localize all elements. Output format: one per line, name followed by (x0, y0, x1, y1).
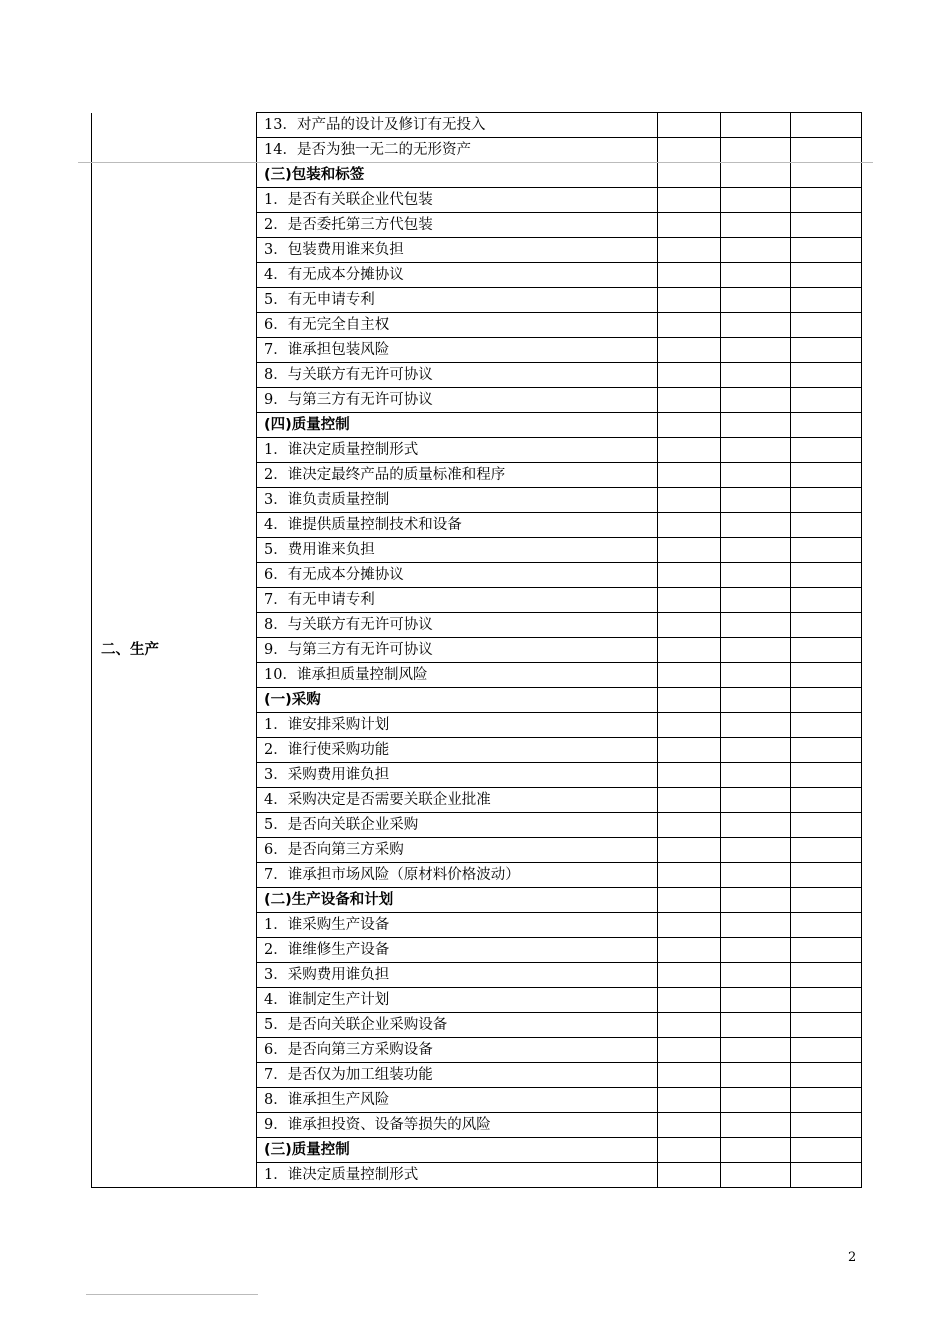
question-item: 6．有无完全自主权 (257, 313, 658, 338)
question-item: 9．谁承担投资、设备等损失的风险 (257, 1113, 658, 1138)
answer-cell[interactable] (658, 1138, 721, 1163)
answer-cell[interactable] (658, 638, 721, 663)
answer-cell[interactable] (791, 463, 862, 488)
answer-cell[interactable] (721, 463, 791, 488)
answer-cell[interactable] (721, 438, 791, 463)
answer-cell[interactable] (791, 113, 862, 138)
answer-cell[interactable] (791, 638, 862, 663)
answer-cell[interactable] (658, 488, 721, 513)
answer-cell[interactable] (658, 438, 721, 463)
answer-cell[interactable] (658, 138, 721, 163)
answer-cell[interactable] (658, 913, 721, 938)
answer-cell[interactable] (721, 113, 791, 138)
answer-cell[interactable] (721, 1113, 791, 1138)
answer-cell[interactable] (721, 613, 791, 638)
answer-cell[interactable] (658, 1088, 721, 1113)
answer-cell[interactable] (721, 988, 791, 1013)
question-item: 13．对产品的设计及修订有无投入 (257, 113, 658, 138)
question-item: 2．谁决定最终产品的质量标准和程序 (257, 463, 658, 488)
answer-cell[interactable] (658, 863, 721, 888)
answer-cell[interactable] (721, 488, 791, 513)
answer-cell[interactable] (658, 363, 721, 388)
answer-cell[interactable] (791, 1063, 862, 1088)
answer-cell[interactable] (791, 1163, 862, 1188)
answer-cell[interactable] (658, 938, 721, 963)
separator-line (78, 162, 873, 163)
checklist-table (91, 112, 862, 1188)
answer-cell[interactable] (791, 563, 862, 588)
question-item: 6．有无成本分摊协议 (257, 563, 658, 588)
section-label-cell: 二、生产 (92, 113, 257, 1188)
answer-cell[interactable] (791, 688, 862, 713)
question-item: 7．谁承担包装风险 (257, 338, 658, 363)
answer-cell[interactable] (658, 388, 721, 413)
checklist-table-container (91, 112, 861, 1188)
answer-cell[interactable] (791, 763, 862, 788)
answer-cell[interactable] (791, 538, 862, 563)
answer-cell[interactable] (721, 588, 791, 613)
answer-cell[interactable] (721, 963, 791, 988)
answer-cell[interactable] (791, 238, 862, 263)
answer-cell[interactable] (791, 713, 862, 738)
answer-cell[interactable] (658, 763, 721, 788)
answer-cell[interactable] (721, 713, 791, 738)
answer-cell[interactable] (658, 1063, 721, 1088)
answer-cell[interactable] (791, 1038, 862, 1063)
answer-cell[interactable] (791, 813, 862, 838)
answer-cell[interactable] (721, 338, 791, 363)
answer-cell[interactable] (791, 588, 862, 613)
answer-cell[interactable] (658, 813, 721, 838)
answer-cell[interactable] (721, 388, 791, 413)
answer-cell[interactable] (791, 488, 862, 513)
question-item: 9．与第三方有无许可协议 (257, 388, 658, 413)
answer-cell[interactable] (658, 313, 721, 338)
answer-cell[interactable] (791, 313, 862, 338)
question-item: 3．谁负责质量控制 (257, 488, 658, 513)
answer-cell[interactable] (791, 1088, 862, 1113)
answer-cell[interactable] (658, 788, 721, 813)
answer-cell[interactable] (721, 238, 791, 263)
question-item: 4．谁制定生产计划 (257, 988, 658, 1013)
answer-cell[interactable] (721, 413, 791, 438)
answer-cell[interactable] (658, 588, 721, 613)
answer-cell[interactable] (791, 363, 862, 388)
subsection-heading: (二)生产设备和计划 (257, 888, 658, 913)
answer-cell[interactable] (721, 1088, 791, 1113)
question-item: 14．是否为独一无二的无形资产 (257, 138, 658, 163)
answer-cell[interactable] (791, 213, 862, 238)
answer-cell[interactable] (791, 338, 862, 363)
answer-cell[interactable] (721, 513, 791, 538)
answer-cell[interactable] (658, 988, 721, 1013)
answer-cell[interactable] (791, 163, 862, 188)
answer-cell[interactable] (721, 263, 791, 288)
answer-cell[interactable] (658, 213, 721, 238)
answer-cell[interactable] (791, 963, 862, 988)
subsection-heading: (一)采购 (257, 688, 658, 713)
question-item: 3．采购费用谁负担 (257, 963, 658, 988)
answer-cell[interactable] (658, 238, 721, 263)
subsection-heading: (三)包装和标签 (257, 163, 658, 188)
answer-cell[interactable] (721, 188, 791, 213)
answer-cell[interactable] (658, 538, 721, 563)
answer-cell[interactable] (658, 888, 721, 913)
footnote-line (86, 1294, 258, 1295)
question-item: 5．费用谁来负担 (257, 538, 658, 563)
answer-cell[interactable] (791, 138, 862, 163)
question-item: 7．有无申请专利 (257, 588, 658, 613)
question-item: 7．是否仅为加工组装功能 (257, 1063, 658, 1088)
question-item: 6．是否向第三方采购 (257, 838, 658, 863)
question-item: 1．谁决定质量控制形式 (257, 438, 658, 463)
question-item: 8．与关联方有无许可协议 (257, 363, 658, 388)
answer-cell[interactable] (721, 563, 791, 588)
answer-cell[interactable] (721, 938, 791, 963)
question-item: 3．包装费用谁来负担 (257, 238, 658, 263)
answer-cell[interactable] (721, 1063, 791, 1088)
answer-cell[interactable] (721, 788, 791, 813)
answer-cell[interactable] (791, 388, 862, 413)
answer-cell[interactable] (791, 188, 862, 213)
answer-cell[interactable] (721, 638, 791, 663)
question-item: 5．是否向关联企业采购 (257, 813, 658, 838)
question-item: 7．谁承担市场风险（原材料价格波动） (257, 863, 658, 888)
answer-cell[interactable] (791, 1013, 862, 1038)
answer-cell[interactable] (721, 1038, 791, 1063)
answer-cell[interactable] (721, 1163, 791, 1188)
answer-cell[interactable] (791, 613, 862, 638)
answer-cell[interactable] (658, 513, 721, 538)
answer-cell[interactable] (791, 888, 862, 913)
question-item: 2．是否委托第三方代包装 (257, 213, 658, 238)
question-item: 5．是否向关联企业采购设备 (257, 1013, 658, 1038)
question-item: 1．谁决定质量控制形式 (257, 1163, 658, 1188)
answer-cell[interactable] (721, 138, 791, 163)
answer-cell[interactable] (658, 188, 721, 213)
question-item: 4．谁提供质量控制技术和设备 (257, 513, 658, 538)
question-item: 1．谁安排采购计划 (257, 713, 658, 738)
answer-cell[interactable] (658, 413, 721, 438)
question-item: 3．采购费用谁负担 (257, 763, 658, 788)
question-item: 2．谁行使采购功能 (257, 738, 658, 763)
answer-cell[interactable] (658, 838, 721, 863)
answer-cell[interactable] (721, 688, 791, 713)
answer-cell[interactable] (721, 738, 791, 763)
answer-cell[interactable] (721, 363, 791, 388)
question-item: 10．谁承担质量控制风险 (257, 663, 658, 688)
answer-cell[interactable] (721, 663, 791, 688)
answer-cell[interactable] (791, 938, 862, 963)
answer-cell[interactable] (721, 1138, 791, 1163)
answer-cell[interactable] (658, 613, 721, 638)
page-number: 2 (848, 1250, 857, 1265)
answer-cell[interactable] (791, 788, 862, 813)
answer-cell[interactable] (658, 113, 721, 138)
answer-cell[interactable] (721, 313, 791, 338)
answer-cell[interactable] (658, 163, 721, 188)
answer-cell[interactable] (721, 1013, 791, 1038)
question-item: 4．有无成本分摊协议 (257, 263, 658, 288)
answer-cell[interactable] (658, 288, 721, 313)
answer-cell[interactable] (658, 738, 721, 763)
answer-cell[interactable] (791, 288, 862, 313)
answer-cell[interactable] (721, 538, 791, 563)
answer-cell[interactable] (658, 963, 721, 988)
answer-cell[interactable] (721, 288, 791, 313)
answer-cell[interactable] (658, 263, 721, 288)
answer-cell[interactable] (721, 863, 791, 888)
answer-cell[interactable] (791, 863, 862, 888)
answer-cell[interactable] (658, 688, 721, 713)
answer-cell[interactable] (658, 1038, 721, 1063)
checklist-table-body (92, 113, 862, 1188)
answer-cell[interactable] (791, 513, 862, 538)
answer-cell[interactable] (721, 213, 791, 238)
table-row (92, 113, 862, 138)
answer-cell[interactable] (791, 1113, 862, 1138)
answer-cell[interactable] (791, 988, 862, 1013)
answer-cell[interactable] (791, 838, 862, 863)
question-item: 6．是否向第三方采购设备 (257, 1038, 658, 1063)
answer-cell[interactable] (658, 663, 721, 688)
answer-cell[interactable] (791, 913, 862, 938)
answer-cell[interactable] (721, 888, 791, 913)
question-item: 4．采购决定是否需要关联企业批准 (257, 788, 658, 813)
answer-cell[interactable] (721, 163, 791, 188)
question-item: 2．谁维修生产设备 (257, 938, 658, 963)
question-item: 8．谁承担生产风险 (257, 1088, 658, 1113)
answer-cell[interactable] (791, 438, 862, 463)
answer-cell[interactable] (721, 813, 791, 838)
answer-cell[interactable] (658, 713, 721, 738)
answer-cell[interactable] (658, 338, 721, 363)
question-item: 1．是否有关联企业代包装 (257, 188, 658, 213)
question-item: 1．谁采购生产设备 (257, 913, 658, 938)
subsection-heading: (三)质量控制 (257, 1138, 658, 1163)
answer-cell[interactable] (658, 1113, 721, 1138)
subsection-heading: (四)质量控制 (257, 413, 658, 438)
answer-cell[interactable] (791, 663, 862, 688)
answer-cell[interactable] (658, 1013, 721, 1038)
question-item: 9．与第三方有无许可协议 (257, 638, 658, 663)
answer-cell[interactable] (721, 913, 791, 938)
answer-cell[interactable] (658, 1163, 721, 1188)
question-item: 5．有无申请专利 (257, 288, 658, 313)
answer-cell[interactable] (658, 563, 721, 588)
answer-cell[interactable] (721, 763, 791, 788)
answer-cell[interactable] (791, 413, 862, 438)
answer-cell[interactable] (658, 463, 721, 488)
answer-cell[interactable] (721, 838, 791, 863)
answer-cell[interactable] (791, 1138, 862, 1163)
answer-cell[interactable] (791, 263, 862, 288)
question-item: 8．与关联方有无许可协议 (257, 613, 658, 638)
answer-cell[interactable] (791, 738, 862, 763)
